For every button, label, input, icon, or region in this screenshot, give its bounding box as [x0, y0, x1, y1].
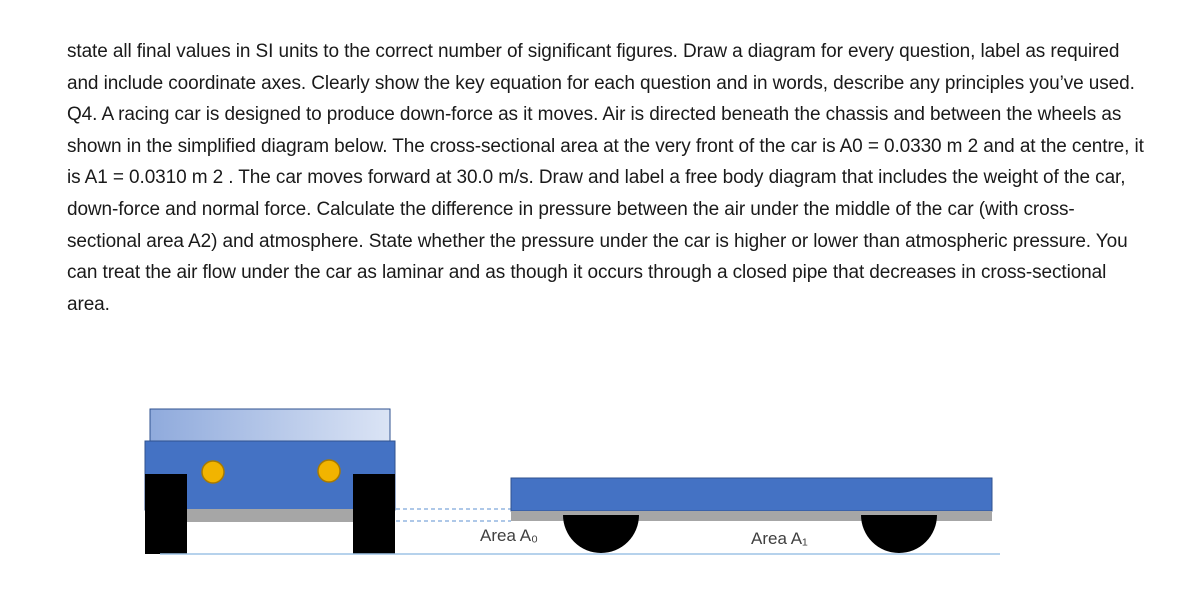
side-view-front-wheel: [563, 515, 639, 553]
area-a0-label: Area A₀: [480, 526, 539, 545]
right-headlight-icon: [318, 460, 340, 482]
question-text: state all final values in SI units to the correct number of significant figures. Draw a diagram for every question, label as required and include coordinate axes. Clearly show the key equation for each question and in words, describe any principles you’ve used. Q4. A racing car is designed to produce down-force as it moves. Air is directed beneath the chassis and between the wheels as shown in the simplified diagram below. The cross-sectional area at the very front of the car is A0 = 0.0330 m 2 and at the centre, it is A1 = 0.0310 m 2 . The car moves forward at 30.0 m/s. Draw and label a free body diagram that includes the weight of the car, down-force and normal force. Calculate the difference in pressure between the air under the middle of the car (with cross-sectional area A2) and atmosphere. State whether the pressure under the car is higher or lower than atmospheric pressure. You can treat the air flow under the car as laminar and as though it occurs through a closed pipe that decreases in cross-sectional area.: [67, 41, 1144, 315]
front-view-window: [150, 409, 390, 442]
car-front-view: [145, 409, 395, 554]
left-headlight-icon: [202, 461, 224, 483]
area-a1-label: Area A₁: [751, 529, 808, 548]
front-view-left-wheel: [145, 474, 187, 554]
front-view-undertray: [187, 509, 353, 522]
side-view-body: [511, 478, 992, 511]
side-view-rear-wheel: [861, 515, 937, 553]
front-view-right-wheel: [353, 474, 395, 554]
